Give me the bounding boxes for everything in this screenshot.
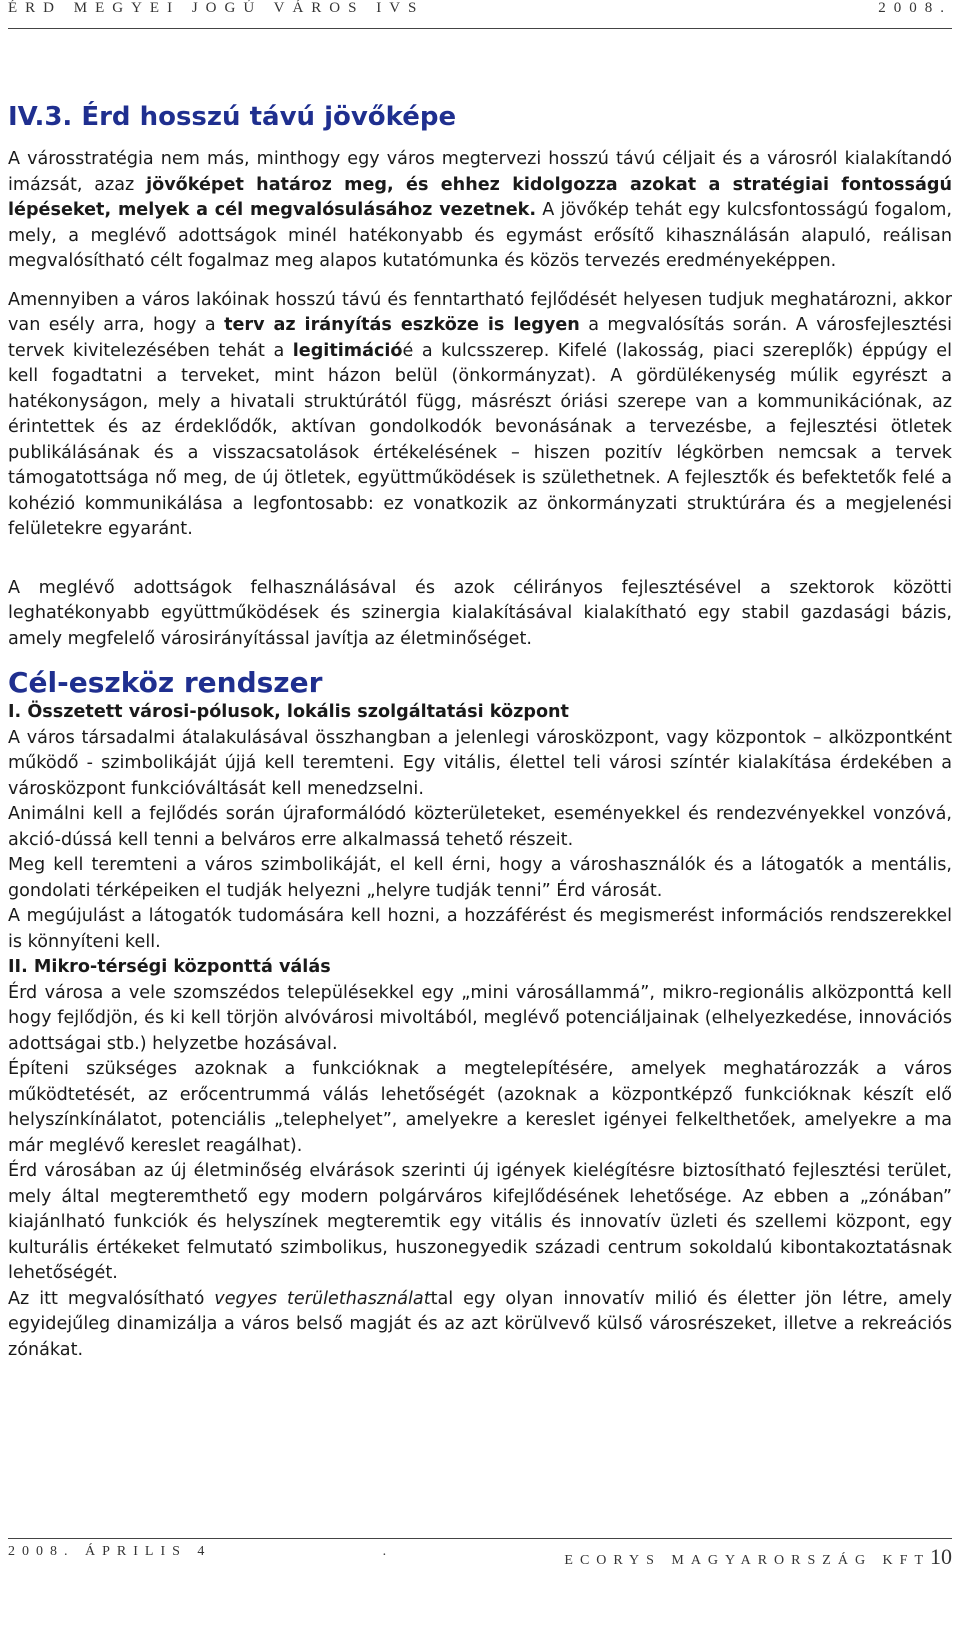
section-title: IV.3. Érd hosszú távú jövőképe [8, 102, 457, 132]
page-footer [8, 1544, 952, 1574]
bold-run: terv az irányítás eszköze is legyen [224, 315, 580, 335]
text-run: A városstratégia nem más, minthogy egy város megtervezi hosszú távú céljait és a városról kialakítandó imázsát, azaz [8, 149, 952, 195]
footer-divider [8, 1538, 952, 1539]
footer-company [564, 1544, 952, 1570]
page-header [8, 0, 952, 26]
text-run: Az itt megvalósítható [8, 1288, 215, 1309]
document-body [8, 100, 952, 1363]
text-run: A jövőkép tehát egy kulcsfontosságú fogalom, mely, a meglévő adottságok minél hatékonyabb és egymást erősítő kihasználásán alapuló, reálisan megvalósítható célt fogalmaz meg alapos kutatómunka és közös tervezés eredményeképpen. [8, 200, 952, 271]
header-year: 2008. [878, 0, 952, 16]
subsection-2-paragraph: Építeni szükséges azoknak a funkcióknak a megtelepítésére, amelyek meghatározzák a város működtetését, az erőcentrummá válás lehetőségét (azoknak a központképző funkcióknak készít elő helyszínkínálatot, potenciális „telephelyet”, amelyekre a kereslet igényei felkelthetőek, amelyekre a ma már meglévő kereslet reagálhat). [8, 1059, 952, 1156]
subsection-1-paragraph: Meg kell teremteni a város szimbolikáját, el kell érni, hogy a városhasználók és a látogatók a mentális, gondolati térképeiken el tudják helyezni „helyre tudják tenni” Érd városát. [8, 855, 952, 901]
text-run: tal egy olyan innovatív milió és életter jön létre, amely egyidejűleg dinamizálja a város belső magját és az azt körülvevő külső városrészeket, illetve a rekreációs zónákat. [8, 1288, 952, 1360]
subsection-1-title: I. Összetett városi-pólusok, lokális szolgáltatási központ [8, 702, 569, 722]
subsection-2-paragraph: Érd városában az új életminőség elvárások szerinti új igények kielégítésre biztosítható fejlesztési terület, mely által megteremthető egy modern polgárváros kifejlődésének lehetősége. Az ebben a „zónában” kiajánlható funkciók és helyszínek megteremtik egy vitális és innovatív üzleti és szellemi központ, egy kulturális értékeket felmutató szimbolikus, huszonegyedik századi centrum sokoldalú kibontakoztatásnak lehetőségét. [8, 1161, 952, 1283]
text-run: a megvalósítás során. A városfejlesztési tervek kivitelezésében tehát a [8, 315, 952, 361]
paragraph-economic-base: A meglévő adottságok felhasználásával és azok célirányos fejlesztésével a szektorok közötti leghatékonyabb együttműködések és szinergia kialakításával kialakítható egy stabil gazdasági bázis, amely megfelelő városirányítással javítja az életminőséget. [8, 577, 952, 649]
footer-company-name: ECORYS MAGYARORSZÁG KFT [564, 1553, 930, 1568]
italic-run: vegyes területhasználat [214, 1288, 431, 1309]
bold-run: legitimáció [292, 340, 403, 361]
footer-date: 2008. ÁPRILIS 4 [8, 1544, 212, 1559]
bold-run: jövőképet határoz meg, és ehhez kidolgozza azokat a stratégiai fontosságú lépéseket, melyek a cél megvalósulásához vezetnek. [8, 174, 952, 220]
text-run: Amennyiben a város lakóinak hosszú távú és fenntartható fejlődését helyesen tudjuk meghatározni, akkor van esély arra, hogy a [8, 289, 952, 335]
subsection-2-title: II. Mikro-térségi központtá válás [8, 957, 331, 977]
subsection-1-paragraph: A város társadalmi átalakulásával összhangban a jelenlegi városközpont, vagy központok – alközpontként működő - szimbolikáját újjá kell teremteni. Egy vitális, élettel teli városi színtér kialakítása érdekében a városközpont funkcióváltását kell menedzselni. [8, 727, 952, 799]
cel-eszkoz-title: Cél-eszköz rendszer [8, 666, 323, 699]
subsection-1-paragraph: Animálni kell a fejlődés során újraformálódó közterületeket, eseményekkel és rendezvényekkel vonzóvá, akció-dússá kell tenni a belváros erre alkalmassá tehető részeit. [8, 804, 952, 850]
text-run: é a kulcsszerep. Kifelé (lakosság, piaci szereplők) éppúgy el kell fogadtatni a terveket, mint házon belül (önkormányzat). A gördülékenység múlik egyrészt a hatékonyságon, mely a hivatali struktúrától függ, másrészt óriási szerepe van a kommunikációnak, az érintettek és az érdeklődők, aktívan gondolkodók bevonásának a tervezésbe, a fejlesztési ötletek publikálásának és a visszacsatolások értékelésének – hiszen pozitív légkörben nemcsak a tervek támogatottsága nő meg, de új ötletek, együttműködések is születhetnek. A fejlesztők és befektetők felé a kohézió kommunikálása a legfontosabb: ez vonatkozik az önkormányzati struktúrára és a megjelenési felületekre egyaránt. [8, 340, 952, 539]
page-number: 10 [930, 1544, 952, 1569]
paragraph-intro [8, 147, 952, 275]
footer-separator: . [382, 1544, 394, 1559]
subsection-2-paragraph [8, 1287, 952, 1364]
subsection-2-paragraph: Érd városa a vele szomszédos településekkel egy „mini városállammá”, mikro-regionális alközponttá kell hogy fejlődjön, és ki kell törjön alvóvárosi mivoltából, meglévő potenciáljainak (elhelyezkedése, innovációs adottságai stb.) helyzetbe hozásával. [8, 982, 952, 1054]
header-document-title: ÉRD MEGYEI JOGÚ VÁROS IVS [8, 0, 425, 16]
paragraph-legitimacy [8, 288, 952, 543]
subsection-1-paragraph: A megújulást a látogatók tudomására kell hozni, a hozzáférést és megismerést információs rendszerekkel is könnyíteni kell. [8, 906, 952, 952]
header-divider [8, 28, 952, 29]
